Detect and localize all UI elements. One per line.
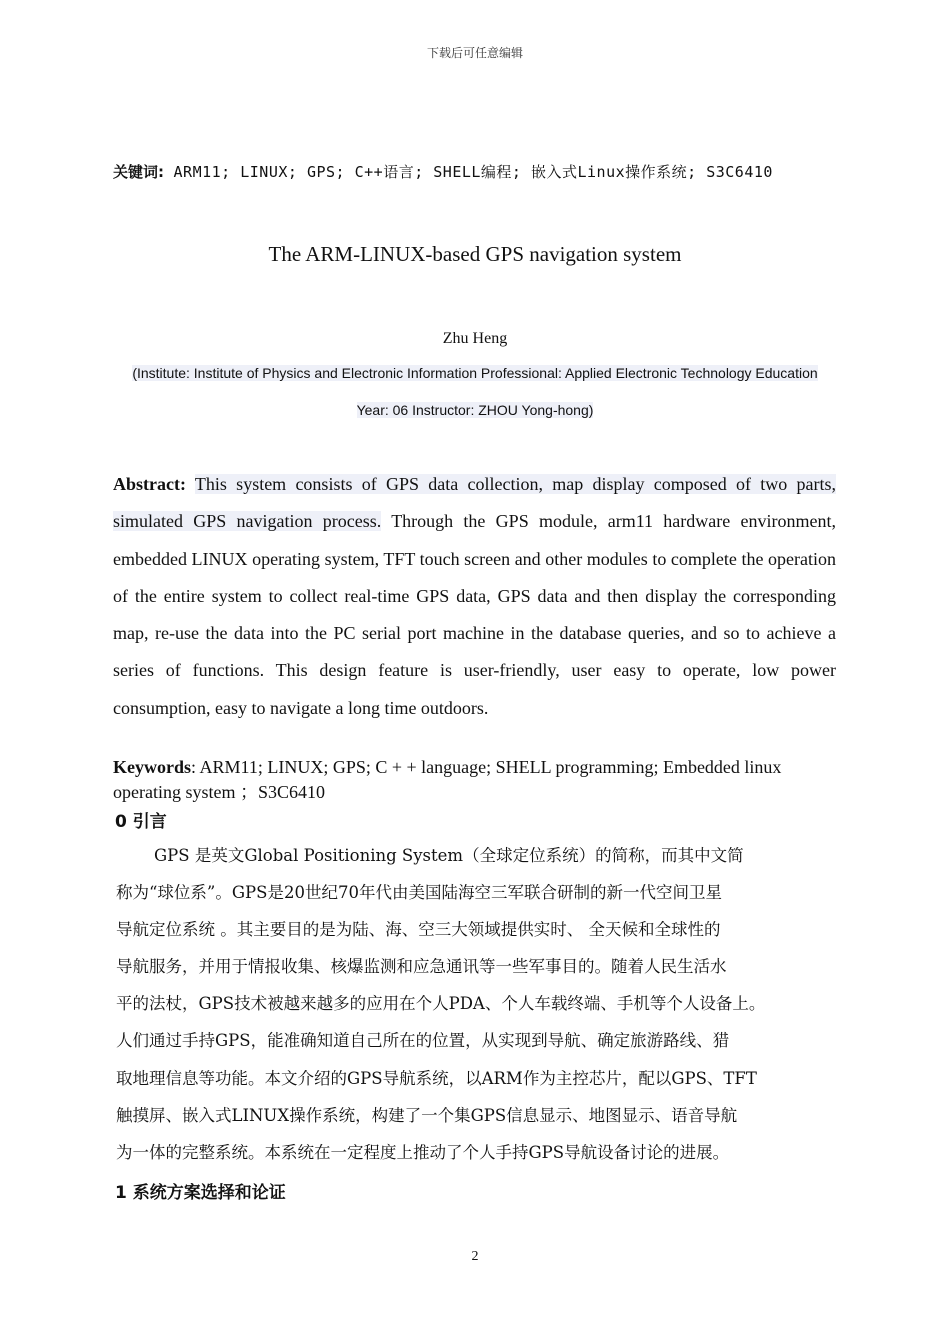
intro-line: 人们通过手持GPS，能准确知道自己所在的位置，从实现到导航、确定旅游路线、猎 — [116, 1031, 730, 1051]
affiliation-line-2-text: Year: 06 Instructor: ZHOU Yong-hong) — [356, 402, 594, 418]
abstract-body-text: Through the GPS module, arm11 hardware environment, embedded LINUX operating system, TFT touch screen and other modules to complete the operation of the entire system to collect real-time GPS data, GPS data and then display the corresponding map, re-use the data into the PC serial port machine in the database queries, and so to achieve a series of functions. This design feature is user-friendly, user easy to operate, low power consumption, easy to navigate a long time outdoors. — [113, 511, 836, 718]
intro-line: 称为“球位系”。GPS是20世纪70年代由美国陆海空三军联合研制的新一代空间卫星 — [116, 883, 722, 903]
intro-line: 触摸屏、嵌入式LINUX操作系统，构建了一个集GPS信息显示、地图显示、语音导航 — [116, 1105, 738, 1125]
affiliation-line-2 — [0, 402, 950, 418]
english-title: The ARM-LINUX-based GPS navigation system — [268, 242, 682, 266]
abstract-label: Abstract: — [113, 474, 186, 494]
author-name: Zhu Heng — [442, 330, 508, 347]
section-0-heading: 0 引言 — [115, 812, 167, 832]
page-header-note: 下载后可任意编辑 — [426, 46, 523, 60]
section-1-heading: 1 系统方案选择和论证 — [115, 1183, 286, 1203]
chinese-keywords-label: 关键词: — [113, 163, 164, 181]
intro-line: 平的法杖，GPS技术被越来越多的应用在个人PDA、个人车载终端、手机等个人设备上。 — [116, 994, 766, 1014]
affiliation-line-1-text: (Institute: Institute of Physics and Electronic Information Professional: Applied Electronic Technology Education — [132, 365, 818, 381]
intro-line: GPS 是英文Global Positioning System（全球定位系统）的简称，而其中文简 — [154, 846, 744, 865]
page-number: 2 — [471, 1249, 479, 1264]
introduction-paragraph — [116, 837, 846, 1171]
english-keywords-label: Keywords — [113, 757, 191, 777]
chinese-keywords — [113, 161, 853, 182]
english-keywords-text: : ARM11; LINUX; GPS; C + + language; SHELL programming; Embedded linux operating system ；S3C6410 — [113, 757, 782, 802]
abstract-highlighted-text: This system consists of GPS data collection, map display composed of two parts, simulated GPS navigation process. — [113, 474, 836, 532]
intro-line: 导航服务，并用于情报收集、核爆监测和应急通讯等一些军事目的。随着人民生活水 — [116, 957, 727, 977]
intro-line: 导航定位系统 。其主要目的是为陆、海、空三大领域提供实时、 全天候和全球性的 — [116, 920, 721, 940]
intro-line: 取地理信息等功能。本文介绍的GPS导航系统，以ARM作为主控芯片，配以GPS、TFT — [116, 1068, 757, 1088]
chinese-keywords-text: ARM11; LINUX; GPS; C++语言; SHELL编程; 嵌入式Linux操作系统; S3C6410 — [173, 163, 773, 181]
affiliation-line-1 — [0, 365, 950, 381]
intro-line: 为一体的完整系统。本系统在一定程度上推动了个人手持GPS导航设备讨论的进展。 — [116, 1142, 730, 1162]
english-keywords — [113, 755, 836, 805]
abstract-paragraph — [113, 466, 836, 727]
